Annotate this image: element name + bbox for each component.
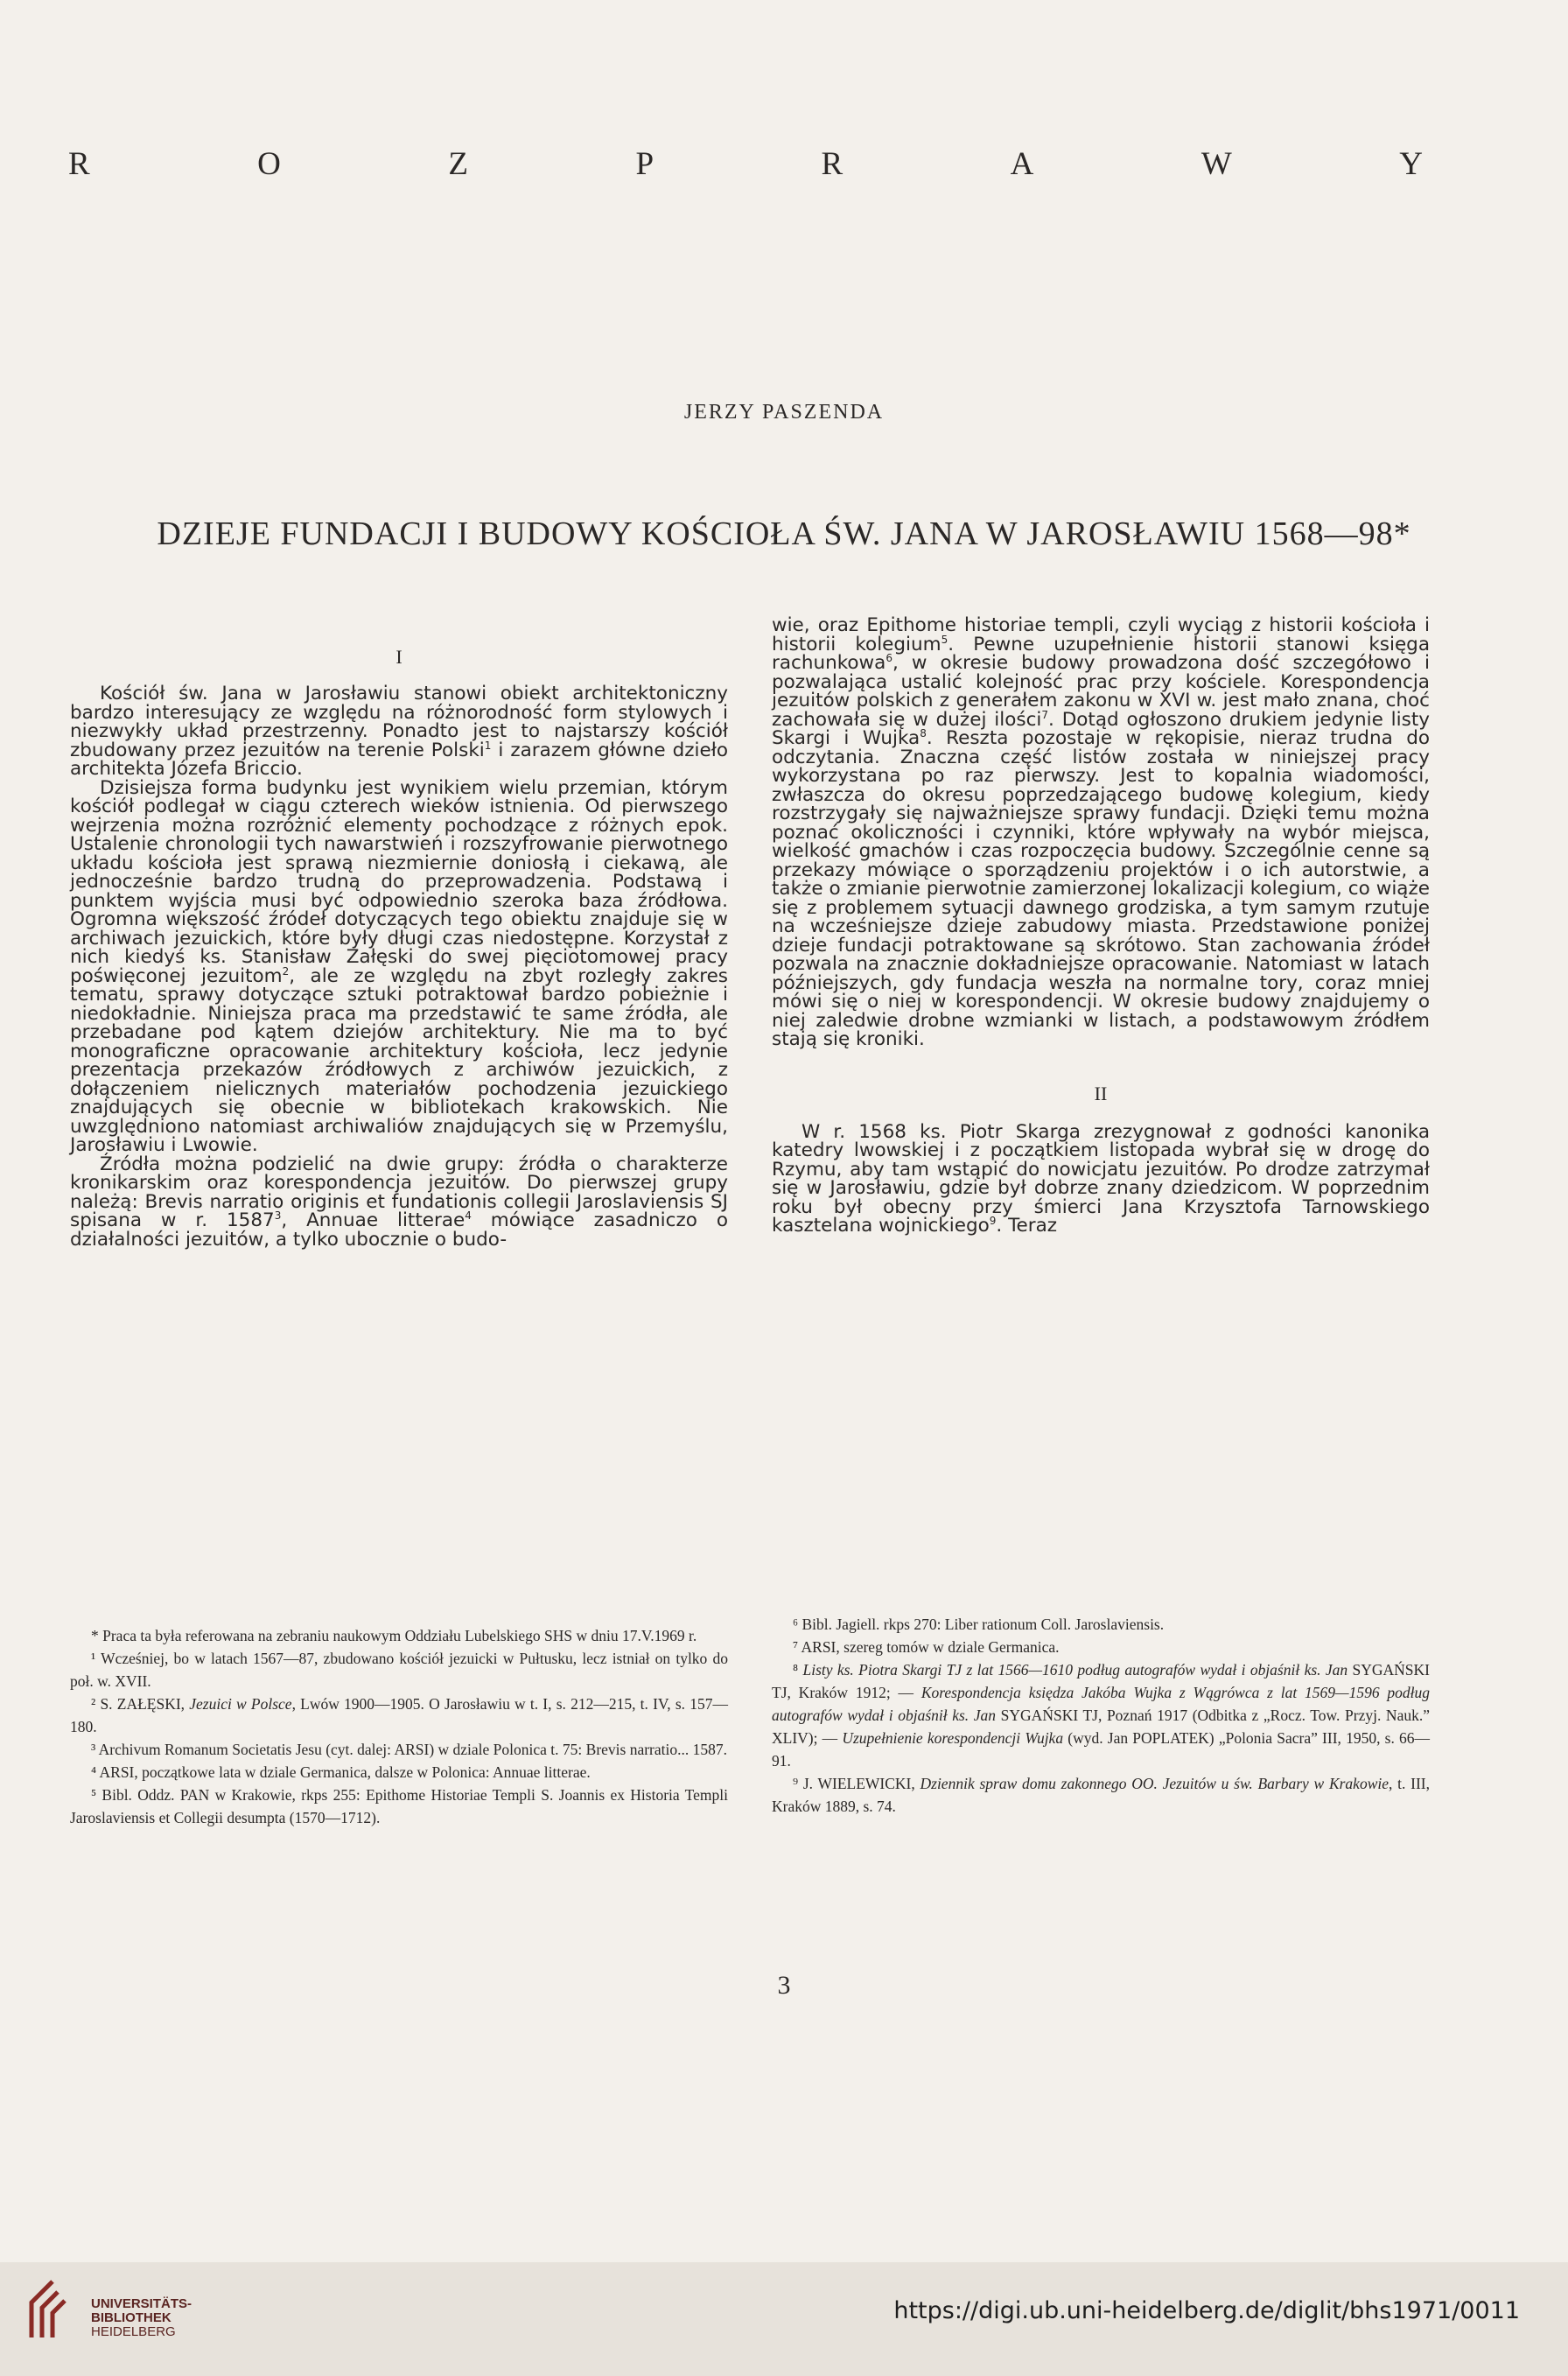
footnotes-right — [772, 1613, 1430, 1818]
article-title: DZIEJE FUNDACJI I BUDOWY KOŚCIOŁA ŚW. JANA W JAROSŁAWIU 1568—98* — [157, 515, 1411, 552]
page-number: 3 — [777, 1971, 791, 2000]
running-head-letter: R — [821, 146, 845, 182]
footnote-ref: 9 — [989, 1214, 997, 1227]
footnote: * Praca ta była referowana na zebraniu naukowym Oddziału Lubelskiego SHS w dniu 17.V.1969 r. — [91, 1627, 697, 1644]
footnote-ref: 7 — [1041, 708, 1049, 721]
paragraph: Dzisiejsza forma budynku jest wynikiem wielu przemian, którym kościół podlegał w ciągu czterech wieków istnienia. Od pierwszego wejrzenia można rozróżnić elementy pochodzące z różnych epok. Ustalenie chronologii tych nawarstwień i rozszyfrowanie pierwotnego układu kościoła jest sprawą niezmiernie doniosłą i ciekawą, ale jednocześnie bardzo trudną do przeprowadzenia. Podstawą i punktem wyjścia musi być odpowiednio szeroka baza źródłowa. Ogromna większość źródeł dotyczących tego obiektu znajduje się w archiwach jezuickich, które były długi czas niedostępne. Korzystał z nich kiedyś ks. Stanisław Załęski do swej pięciotomowej pracy poświęconej jezuitom$^2$, ale ze względu na zbyt rozległy zakres tematu, sprawy dotyczące sztuki potraktował bardzo pobieżnie i niedokładnie. Niniejsza praca ma przedstawić te same źródła, ale przebadane pod kątem dziejów architektury. Nie ma to być monograficzne opracowanie architektury kościoła, lecz jedynie prezentacja przekazów źródłowych z archiwów jezuickich, z dołączeniem nielicznych materiałów pochodzenia jezuickiego znajdujących się obecnie w bibliotekach krakowskich. Nie uwzględniono natomiast archiwaliów znajdujących się w Przemyślu, Jarosławiu i Lwowie. — [70, 776, 728, 1156]
section-heading-II: II — [1094, 1082, 1108, 1104]
footnote-ref: 6 — [886, 651, 892, 664]
footnote: ² S. ZAŁĘSKI, Jezuici w Polsce, Lwów 1900—1905. O Jarosławiu w t. I, s. 212—215, t. IV, s. 157—180. — [70, 1695, 729, 1735]
left-column — [70, 648, 728, 1249]
running-head-letter: A — [1010, 146, 1036, 182]
running-head-letter: P — [635, 146, 656, 182]
running-head-letter: Z — [448, 146, 470, 182]
running-head-letter: Y — [1399, 146, 1424, 182]
footnote-ref: 5 — [941, 633, 948, 646]
footnote: ⁶ Bibl. Jagiell. rkps 270: Liber rationum Coll. Jaroslaviensis. — [793, 1616, 1165, 1633]
footnote: ³ Archivum Romanum Societatis Jesu (cyt. dalej: ARSI) w dziale Polonica t. 75: Brevis narratio... 1587. — [91, 1741, 728, 1758]
footnote: ⁴ ARSI, początkowe lata w dziale Germanica, dalsze w Polonica: Annuae litterae. — [91, 1763, 591, 1781]
library-name: UNIVERSITÄTS- BIBLIOTHEK HEIDELBERG — [91, 2296, 192, 2339]
footnote: ⁸ Listy ks. Piotra Skargi TJ z lat 1566—1610 podług autografów wydał i objaśnił ks. Jan SYGAŃSKI TJ, Kraków 1912; — Korespondencja księdza Jakóba Wujka z Wągrówca z lat 1569—1596 podług autografów wydał i objaśnił ks. Jan SYGAŃSKI TJ, Poznań 1917 (Odbitka z „Rocz. Tow. Przyj. Nauk.” XLIV); — Uzupełnienie korespondencji Wujka (wyd. Jan POPLATEK) „Polonia Sacra” III, 1950, s. 66—91. — [772, 1661, 1431, 1770]
footnote-ref: 2 — [282, 964, 290, 978]
running-head-letter: O — [257, 146, 283, 182]
footnote: ¹ Wcześniej, bo w latach 1567—87, zbudowano kościół jezuicki w Pułtusku, lecz istniał on tylko do poł. w. XVII. — [70, 1650, 728, 1690]
paragraph: wie, oraz Epithome historiae templi, czyli wyciąg z historii kościoła i historii kolegium$^5$. Pewne uzupełnienie historii stanowi księga rachunkowa$^6$, w okresie budowy prowadzona dość szczegółowo i pozwalająca ustalić kolejność prac przy kościele. Korespondencja jezuitów polskich z generałem zakonu w XVI w. jest mało znana, choć zachowała się w dużej ilości$^7$. Dotąd ogłoszono drukiem jedynie listy Skargi i Wujka$^8$. Reszta pozostaje w rękopisie, nieraz trudna do odczytania. Znaczna część listów została w niniejszej pracy wykorzystana po raz pierwszy. Jest to kopalnia wiadomości, zwłaszcza do okresu poprzedzającego budowę kolegium, kiedy rozstrzygały się najważniejsze sprawy fundacji. Dzięki temu można poznać okoliczności i czynniki, które wpływały na wybór miejsca, wielkość gmachów i czas rozpoczęcia budowy. Szczególnie cenne są przekazy mówiące o sporządzeniu projektów i o ich autorstwie, a także o zmianie pierwotnie zamierzonej lokalizacji kolegium, co wiąże się z problemem sytuacji dawnego grodziska, a tym samym rzutuje na wcześniejsze dzieje zabudowy miasta. Przedstawione poniżej dzieje fundacji potraktowane są skrótowo. Stan zachowania źródeł pozwala na znacznie dokładniejsze opracowanie. Natomiast w latach późniejszych, gdy fundacja weszła na normalne tory, coraz mniej mówi się o niej w korespondencji. W okresie budowy znajdujemy o niej zaledwie drobne wzmianki w listach, a podstawowym źródłem stają się kroniki. — [772, 614, 1430, 1050]
footnote-ref: 4 — [465, 1209, 472, 1222]
article-author: JERZY PASZENDA — [683, 401, 885, 424]
footnote-ref: 8 — [920, 726, 927, 739]
footnote-ref: 1 — [484, 739, 492, 752]
section-heading-I: I — [396, 646, 402, 668]
running-head-letter: W — [1200, 146, 1234, 182]
right-column — [772, 616, 1430, 1236]
running-head — [68, 145, 1424, 183]
paragraph: Źródła można podzielić na dwie grupy: źródła o charakterze kronikarskim oraz korespondencja jezuitów. Do pierwszej grupy należą: Brevis narratio originis et fundationis collegii Jaroslaviensis SJ spisana w r. 1587$^3$, Annuae litterae$^4$ mówiące zasadniczo o działalności jezuitów, a tylko ubocznie o budo- — [70, 1153, 728, 1251]
running-head-letter: R — [68, 146, 92, 182]
footnote-ref: 3 — [274, 1209, 282, 1222]
paragraph: W r. 1568 ks. Piotr Skarga zrezygnował z godności kanonika katedry lwowskiej i z początkiem listopada wybrał się w drogę do Rzymu, aby tam wstąpić do nowicjatu jezuitów. Po drodze zatrzymał się w Jarosławiu, gdzie był dobrze znany dziedzicom. W poprzednim roku był obecny przy śmierci Jana Krzysztofa Tarnowskiego kasztelana wojnickiego$^9$. Teraz — [772, 1120, 1430, 1237]
permalink-url[interactable]: https://digi.ub.uni-heidelberg.de/diglit/bhs1971/0011 — [893, 2297, 1520, 2324]
footnote: ⁵ Bibl. Oddz. PAN w Krakowie, rkps 255: Epithome Historiae Templi S. Joannis ex Historia Templi Jaroslaviensis et Collegii desumpta (1570—1712). — [70, 1786, 728, 1826]
paragraph: Kościół św. Jana w Jarosławiu stanowi obiekt architektoniczny bardzo interesujący ze względu na różnorodność form stylowych i niezwykły układ przestrzenny. Ponadto jest to najstarszy kościół zbudowany przez jezuitów na terenie Polski$^1$ i zarazem główne dzieło architekta Józefa Briccio. — [70, 683, 728, 780]
university-library-logo-icon[interactable] — [26, 2273, 89, 2343]
footnote: ⁷ ARSI, szereg tomów w dziale Germanica. — [793, 1638, 1060, 1656]
footnotes-left — [70, 1624, 728, 1829]
footnote: ⁹ J. WIELEWICKI, Dziennik spraw domu zakonnego OO. Jezuitów u św. Barbary w Krakowie, t. III, Kraków 1889, s. 74. — [772, 1775, 1430, 1815]
